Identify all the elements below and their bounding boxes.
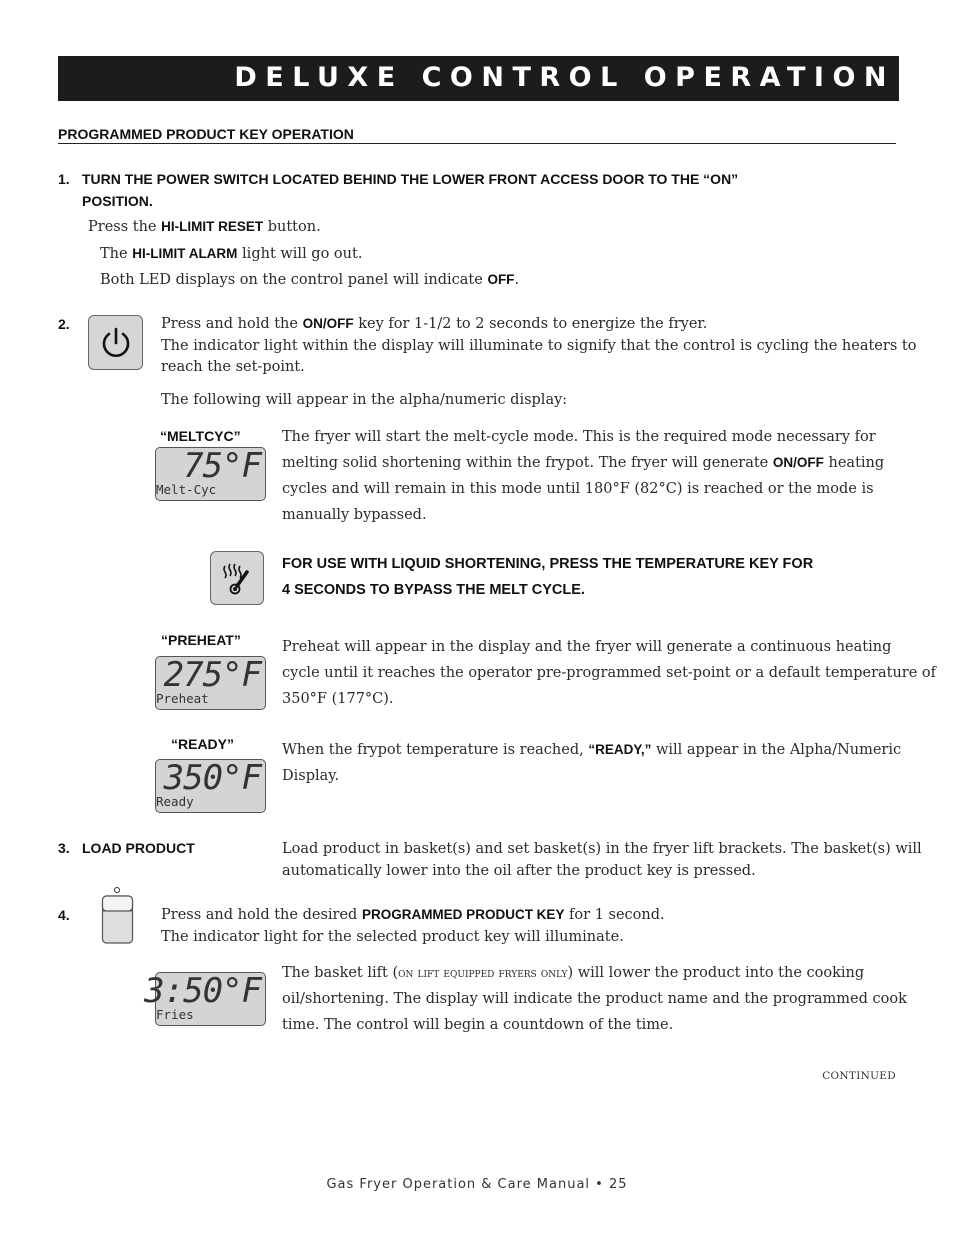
display-mode: Melt-Cyc <box>156 482 217 497</box>
step3-label: LOAD PRODUCT <box>82 840 195 856</box>
step4-text-2: oil/shortening. The display will indicate the product name and the programmed cook <box>282 991 907 1007</box>
step3-number: 3. <box>58 840 70 856</box>
ready-key: “READY,” <box>588 742 652 757</box>
page-title: DELUXE CONTROL OPERATION <box>234 62 895 93</box>
lift-equipped-note: on lift equipped fryers only <box>398 966 568 981</box>
page-footer: Gas Fryer Operation & Care Manual • 25 <box>326 1177 628 1192</box>
step1-line1 <box>88 216 321 238</box>
text: The basket lift ( <box>282 965 399 981</box>
meltcyc-text-2 <box>282 452 884 474</box>
step2-line3: reach the set-point. <box>161 359 305 375</box>
preheat-text-2: cycle until it reaches the operator pre-programmed set-point or a default temperature of <box>282 665 937 681</box>
on-off-key: ON/OFF <box>302 316 354 331</box>
temperature-key-icon <box>210 551 264 605</box>
step1-line3 <box>100 269 519 291</box>
text: will appear in the Alpha/Numeric <box>651 742 902 758</box>
section-rule <box>58 143 896 144</box>
liquid-note-line2: 4 SECONDS TO BYPASS THE MELT CYCLE. <box>282 582 585 598</box>
product-key-icon-graphic <box>101 885 135 945</box>
step4-line2: The indicator light for the selected product key will illuminate. <box>161 929 624 945</box>
step2-number: 2. <box>58 316 70 332</box>
text: light will go out. <box>237 246 363 262</box>
display-mode: Ready <box>156 794 194 809</box>
step4-number: 4. <box>58 907 70 923</box>
product-key-icon <box>101 885 135 945</box>
power-key-icon <box>88 315 143 370</box>
liquid-note-line1: FOR USE WITH LIQUID SHORTENING, PRESS THE TEMPERATURE KEY FOR <box>282 556 814 572</box>
power-icon <box>98 325 134 361</box>
text: Press and hold the <box>161 316 303 332</box>
temperature-icon <box>217 558 257 598</box>
meltcyc-text-1: The fryer will start the melt-cycle mode. This is the required mode necessary for <box>282 429 876 445</box>
text: . <box>514 272 520 288</box>
ready-text-1 <box>282 739 901 761</box>
step3-text-2: automatically lower into the oil after the product key is pressed. <box>282 863 756 879</box>
ready-display <box>155 759 266 813</box>
section-heading: PROGRAMMED PRODUCT KEY OPERATION <box>58 126 354 142</box>
step4-line1 <box>161 904 665 926</box>
preheat-text-3: 350°F (177°C). <box>282 691 394 707</box>
on-off-key: ON/OFF <box>772 455 824 470</box>
fries-display <box>144 971 266 1026</box>
ready-caption: “READY” <box>171 736 235 752</box>
text: The <box>100 246 133 262</box>
text: key for 1-1/2 to 2 seconds to energize the fryer. <box>353 316 708 332</box>
text: heating <box>823 455 885 471</box>
hi-limit-reset-key: HI-LIMIT RESET <box>161 219 264 234</box>
continued-label: CONTINUED <box>822 1070 896 1082</box>
step4-text-1 <box>282 962 864 985</box>
text: melting solid shortening within the frypot. The fryer will generate <box>282 455 773 471</box>
preheat-text-1: Preheat will appear in the display and the fryer will generate a continuous heating <box>282 639 892 655</box>
text: ) will lower the product into the cooking <box>567 965 865 981</box>
text: Press the <box>88 219 162 235</box>
preheat-display <box>155 656 266 710</box>
step1-heading-line2: POSITION. <box>82 193 153 209</box>
meltcyc-display <box>155 447 266 501</box>
meltcyc-caption: “MELTCYC” <box>160 428 241 444</box>
display-temperature: 275°F <box>163 655 261 695</box>
display-mode: Preheat <box>156 691 209 706</box>
step2-line2: The indicator light within the display will illuminate to signify that the control is cycling the heaters to <box>161 338 917 354</box>
step1-number: 1. <box>58 171 70 187</box>
ready-text-2: Display. <box>282 768 340 784</box>
title-bar <box>58 56 899 101</box>
step1-line2 <box>100 243 362 265</box>
text: When the frypot temperature is reached, <box>282 742 589 758</box>
text: Both LED displays on the control panel will indicate <box>100 272 488 288</box>
meltcyc-text-3: cycles and will remain in this mode until 180°F (82°C) is reached or the mode is <box>282 481 874 497</box>
display-product: Fries <box>156 1007 194 1022</box>
off-key: OFF <box>487 272 515 287</box>
display-temperature: 350°F <box>163 758 261 798</box>
step1-heading-line1: TURN THE POWER SWITCH LOCATED BEHIND THE LOWER FRONT ACCESS DOOR TO THE “ON” <box>82 171 739 187</box>
preheat-caption: “PREHEAT” <box>161 632 241 648</box>
text: Press and hold the desired <box>161 907 362 923</box>
programmed-product-key: PROGRAMMED PRODUCT KEY <box>361 907 565 922</box>
display-time: 3:50°F <box>144 971 261 1011</box>
display-temperature: 75°F <box>183 446 261 486</box>
step4-text-3: time. The control will begin a countdown of the time. <box>282 1017 674 1033</box>
text: for 1 second. <box>564 907 665 923</box>
text: button. <box>263 219 321 235</box>
step3-text-1: Load product in basket(s) and set basket(s) in the fryer lift brackets. The basket(s) will <box>282 841 922 857</box>
hi-limit-alarm-key: HI-LIMIT ALARM <box>132 246 238 261</box>
meltcyc-text-4: manually bypassed. <box>282 507 427 523</box>
step2-line4: The following will appear in the alpha/numeric display: <box>161 392 568 408</box>
step2-line1 <box>161 313 707 335</box>
